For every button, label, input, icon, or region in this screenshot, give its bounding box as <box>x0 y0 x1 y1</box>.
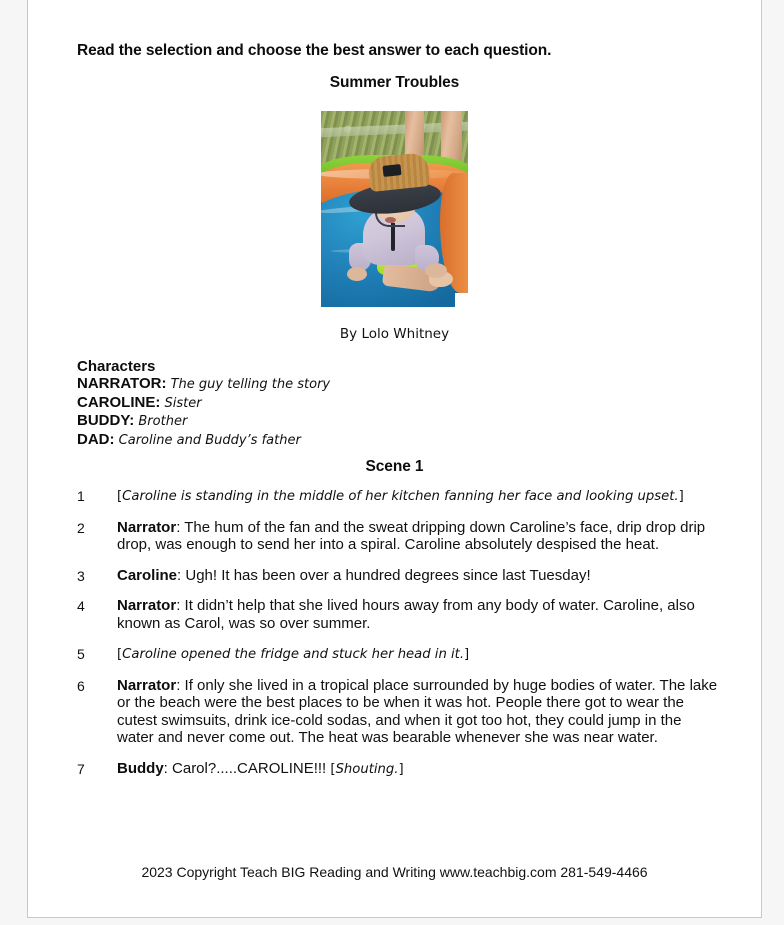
child-hand-left <box>347 267 367 281</box>
speaker-separator: : <box>176 597 185 614</box>
line-number: 4 <box>77 598 85 614</box>
child-hand-right <box>425 263 447 278</box>
line-text <box>117 519 722 554</box>
story-illustration <box>321 111 468 307</box>
story-title: Summer Troubles <box>329 74 460 91</box>
character-name: DAD: <box>77 430 115 448</box>
character-row <box>77 412 330 430</box>
character-name: BUDDY: <box>77 412 135 430</box>
line-number: 7 <box>77 760 85 777</box>
dialogue-text: It didn’t help that she lived hours away from any body of water. Caroline, also known as Carol, was so over summer. <box>117 597 695 632</box>
character-name: CAROLINE: <box>77 393 161 411</box>
line-number: 1 <box>77 488 85 504</box>
character-description: Brother <box>138 414 188 430</box>
script-line <box>77 760 722 779</box>
script-line <box>77 487 722 506</box>
bracket-close: ] <box>678 489 684 504</box>
line-text <box>117 567 722 585</box>
photo-corner-white <box>455 293 468 307</box>
speaker-name: Narrator <box>117 518 177 536</box>
script-line <box>77 677 722 747</box>
script-line <box>77 597 722 632</box>
character-description: Sister <box>164 395 202 411</box>
worksheet-page <box>27 0 762 918</box>
script-line <box>77 645 722 664</box>
dialogue-text: The hum of the fan and the sweat dripping down Caroline’s face, drip drop drip drop, was enough to send her into a spiral. Caroline absolutely despised the heat. <box>117 518 706 553</box>
script-line <box>77 567 722 585</box>
speaker-name: Caroline <box>117 566 178 584</box>
dialogue-text: Carol?.....CAROLINE!!! <box>172 759 331 777</box>
bracket-close: ] <box>398 761 404 777</box>
line-number: 2 <box>77 519 85 536</box>
copyright-footer: 2023 Copyright Teach BIG Reading and Writing www.teachbig.com 281-549-4466 <box>141 864 648 880</box>
script-line <box>77 519 722 554</box>
instruction-heading: Read the selection and choose the best answer to each question. <box>77 42 552 59</box>
stage-direction: Caroline opened the fridge and stuck her head in it. <box>122 647 465 662</box>
page-content <box>28 0 761 917</box>
characters-section <box>77 358 330 449</box>
line-number: 3 <box>77 567 85 584</box>
line-text <box>117 760 722 779</box>
stage-direction: Shouting. <box>335 761 399 777</box>
byline: By Lolo Whitney <box>339 326 450 342</box>
character-description: Caroline and Buddy’s father <box>118 432 301 448</box>
character-row <box>77 394 330 412</box>
speaker-separator: : <box>176 676 185 694</box>
line-text <box>117 487 722 506</box>
characters-heading: Characters <box>77 358 156 375</box>
bracket-open: [ <box>117 647 123 662</box>
kiddie-pool-photo <box>321 111 468 307</box>
character-row <box>77 375 330 393</box>
speaker-separator: : <box>177 566 186 584</box>
line-text <box>117 677 722 747</box>
character-name: NARRATOR: <box>77 375 167 393</box>
line-text <box>117 597 722 632</box>
dialogue-text: Ugh! It has been over a hundred degrees since last Tuesday! <box>185 566 591 584</box>
bracket-close: ] <box>464 647 470 662</box>
character-row <box>77 431 330 449</box>
speaker-name: Narrator <box>117 597 177 614</box>
bracket-open: [ <box>330 761 336 777</box>
hat-band-label <box>382 164 401 177</box>
speaker-separator: : <box>163 759 173 777</box>
speaker-name: Buddy <box>117 759 164 777</box>
dialogue-text: If only she lived in a tropical place surrounded by huge bodies of water. The lake or the beach were the best places to be when it was hot. People there got to wear the cutest swimsuits, drink ice-cold sodas, and when it got too hot, they could jump in the water and never come out. The heat was bearable whenever she was near water. <box>117 676 718 746</box>
speaker-name: Narrator <box>117 676 177 694</box>
scene-heading: Scene 1 <box>365 458 424 475</box>
speaker-separator: : <box>176 518 185 536</box>
line-text <box>117 645 722 664</box>
script-body <box>77 487 722 791</box>
character-description: The guy telling the story <box>170 377 331 393</box>
line-number: 5 <box>77 646 85 662</box>
line-number: 6 <box>77 677 85 694</box>
bracket-open: [ <box>117 489 123 504</box>
stage-direction: Caroline is standing in the middle of her kitchen fanning her face and looking upset. <box>122 489 679 504</box>
